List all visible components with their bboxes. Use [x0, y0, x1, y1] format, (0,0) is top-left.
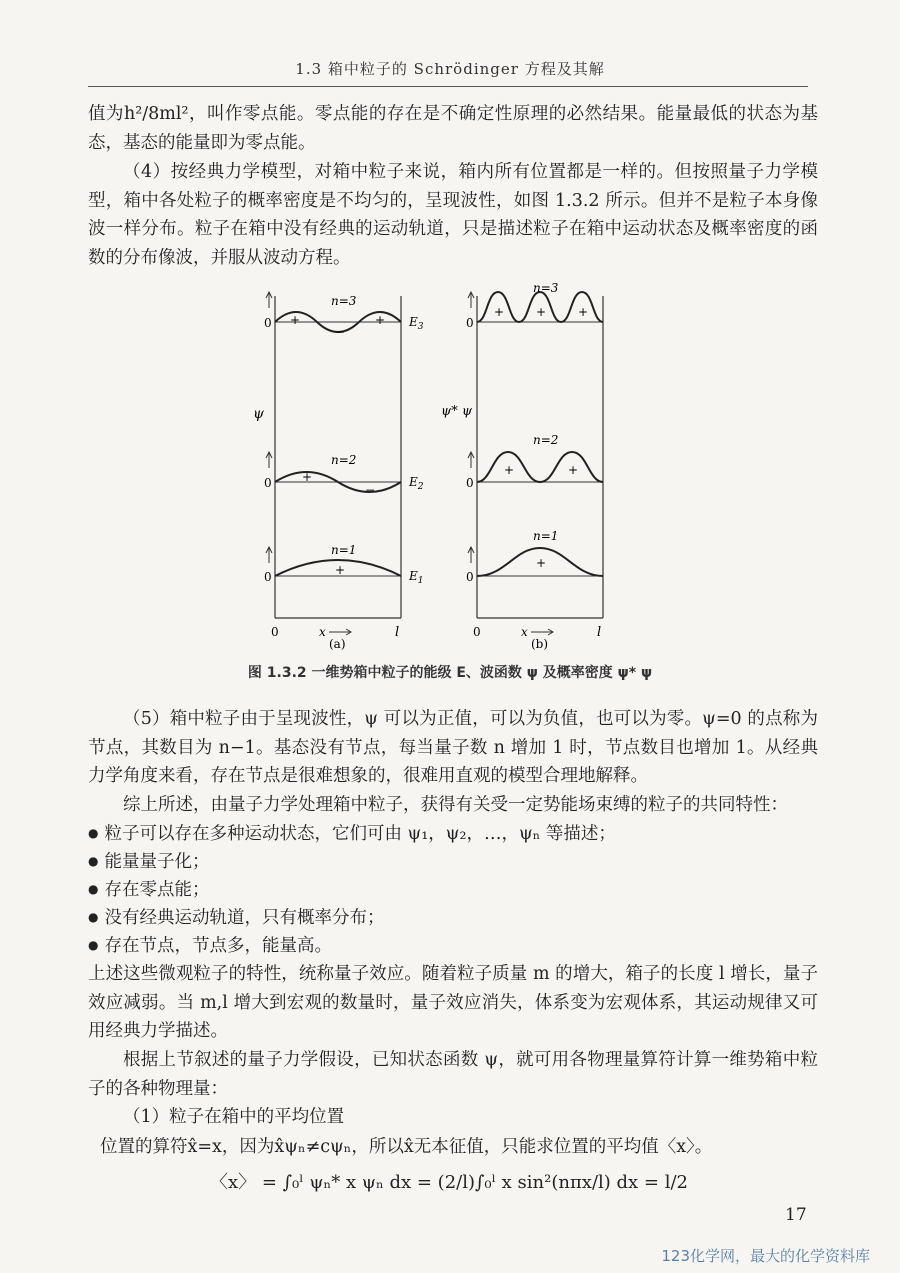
panel-a-label: (a): [329, 637, 346, 651]
panel-b-xlabel: x: [521, 625, 528, 639]
panel-b: [441, 281, 603, 651]
panel-a-E3: $E_3$: [409, 315, 424, 332]
prob2-curve: [477, 452, 603, 482]
bullet-item: ● 存在零点能；: [88, 876, 818, 905]
panel-a-n1-sign-1: +: [335, 563, 346, 577]
panel-a-n3-sign-2: −: [335, 325, 346, 339]
paragraph-4: （4）按经典力学模型，对箱中粒子来说，箱内所有位置都是一样的。但按照量子力学模型，箱中各处粒子的概率密度是不均匀的，呈现波性，如图 1.3.2 所示。但并不是粒子本身像波一样分布。粒子在箱中没有经典的运动轨道，只是描述粒子在箱中运动状态及概率密度的函数的分布像波，并服从波动方程。: [88, 162, 818, 268]
panel-a-x-end: l: [395, 625, 400, 640]
paragraph-5: （5）箱中粒子由于呈现波性，ψ 可以为正值，可以为负值，也可以为零。ψ=0 的点称为节点，其数目为 n−1。基态没有节点，每当量子数 n 增加 1 时，节点数目也增加 1。从经典力学角度来看，存在节点是很难想象的，很难用直观的模型合理地解释。: [88, 709, 818, 786]
panel-a-n2-sign-1: +: [302, 470, 313, 484]
figure-caption: 图 1.3.2 一维势箱中粒子的能级 E、波函数 ψ 及概率密度 ψ* ψ: [247, 665, 653, 681]
paragraph-quantum-effect: 上述这些微观粒子的特性，统称量子效应。随着粒子质量 m 的增大，箱子的长度 l 增长，量子效应减弱。当 m,l 增大到宏观的数量时，量子效应消失，体系变为宏观体系，其运动规律又可用经典力学描述。: [88, 964, 818, 1041]
bullet-item: ● 没有经典运动轨道，只有概率分布；: [88, 904, 818, 933]
panel-b-n2-sign-1: +: [504, 463, 515, 477]
panel-a-n3-zero: 0: [264, 316, 272, 330]
panel-b-n3-sign-1: +: [494, 305, 505, 319]
panel-a-n3-label: n=3: [331, 294, 357, 308]
panel-b-x-origin: 0: [473, 625, 481, 639]
paragraph-physical-quantities: 根据上节叙述的量子力学假设，已知状态函数 ψ，就可用各物理量算符计算一维势箱中粒子的各种物理量：: [88, 1050, 818, 1099]
panel-a-n2-label: n=2: [331, 453, 357, 467]
panel-b-n1-zero: 0: [466, 570, 474, 584]
watermark: 123化学网，最大的化学资料库: [661, 1247, 870, 1265]
panel-a-ylabel: ψ: [253, 406, 264, 422]
equation-average-position: 〈x〉 = ∫₀ˡ ψₙ* x ψₙ dx = (2/l)∫₀ˡ x sin²(nπx/l) dx = l/2: [210, 1172, 688, 1193]
header-rule: [88, 86, 808, 87]
panel-b-x-end: l: [597, 625, 602, 640]
bullet-item: ● 能量量子化；: [88, 848, 818, 877]
panel-b-ylabel: ψ* ψ: [441, 404, 473, 419]
panel-a-E2: $E_2$: [409, 475, 424, 492]
panel-a-n3-sign-3: +: [375, 313, 386, 327]
paragraph-zero-point-energy: 值为h²/8ml²，叫作零点能。零点能的存在是不确定性原理的必然结果。能量最低的状态为基态，基态的能量即为零点能。: [88, 104, 818, 153]
panel-a-n1-label: n=1: [331, 543, 357, 557]
panel-a-x-origin: 0: [271, 625, 279, 639]
panel-b-n1-label: n=1: [533, 529, 559, 543]
panel-a-n2-sign-2: −: [365, 483, 376, 497]
bullet-item: ● 存在节点，节点多，能量高。: [88, 932, 818, 961]
panel-a-n3-sign-1: +: [290, 313, 301, 327]
panel-b-n3-sign-3: +: [578, 305, 589, 319]
panel-a-xlabel: x: [319, 625, 326, 639]
running-header: 1.3 箱中粒子的 Schrödinger 方程及其解: [295, 60, 605, 78]
panel-b-n3-label: n=3: [533, 281, 559, 295]
panel-b-n3-zero: 0: [466, 316, 474, 330]
panel-b-label: (b): [531, 637, 549, 651]
panel-b-n3-sign-2: +: [536, 305, 547, 319]
section-average-position: （1）粒子在箱中的平均位置: [123, 1107, 345, 1127]
panel-b-n2-label: n=2: [533, 433, 559, 447]
paragraph-summary: 综上所述，由量子力学处理箱中粒子，获得有关受一定势能场束缚的粒子的共同特性：: [123, 795, 788, 815]
panel-a-n1-zero: 0: [264, 570, 272, 584]
panel-a-n2-zero: 0: [264, 476, 272, 490]
panel-a: [253, 292, 424, 651]
panel-b-n2-zero: 0: [466, 476, 474, 490]
paragraph-position-operator: 位置的算符x̂=x，因为x̂ψₙ≠cψₙ，所以x̂无本征值，只能求位置的平均值〈x〉。: [100, 1137, 713, 1157]
panel-b-n1-sign-1: +: [536, 556, 547, 570]
bullet-item: ● 粒子可以存在多种运动状态，它们可由 ψ₁，ψ₂，…，ψₙ 等描述；: [88, 820, 818, 849]
page-number: 17: [785, 1205, 807, 1225]
figure-1-3-2: [253, 281, 625, 651]
panel-b-n2-sign-2: +: [568, 463, 579, 477]
panel-a-E1: $E_1$: [409, 569, 424, 586]
